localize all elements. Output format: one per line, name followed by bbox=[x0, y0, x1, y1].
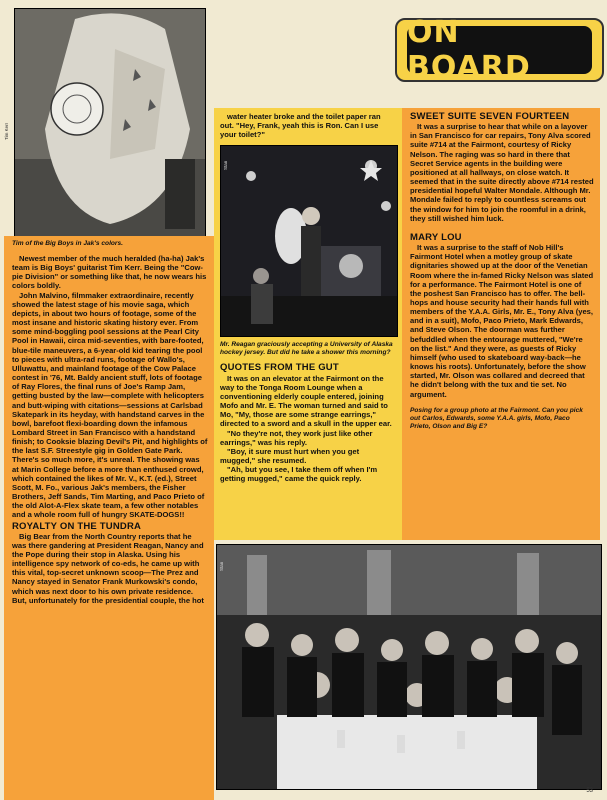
caption-tim: Tim of the Big Boys in Jak's colors. bbox=[12, 240, 124, 247]
paragraph: "Ah, but you see, I take them off when I'm getting mugged," came the quick reply. bbox=[220, 465, 378, 484]
photo-reagan bbox=[220, 145, 398, 337]
photo-group-art bbox=[217, 545, 601, 789]
paragraph: It was a surprise to the staff of Nob Hill's Fairmont Hotel when a motley group of skate dignitaries showed up at the door of the Venetian Room where the in-famed Ricky Nelson was slated for a performance. The Fairmont Hotel is one of the poshest San Francisco has to offer. The bell-hops and house security had their hands full with members of the Y.A.A. Girls, Mr. E., Tony Alva (yes, and in a suit), Mofo, Paco Prieto, Mark Edwards, and Steve Olson. The doorman was further befuddled when the entourage muttered, "We're on the list." And they were, as guests of Ricky himself (who used to skateboard way-back—he knows his roots). Unfortunately, before the show started, Mr. Olson was collared and decreed that he didn't belong with the tux and tie set. No argument. bbox=[410, 243, 594, 399]
column-2-top-text bbox=[220, 112, 396, 139]
paragraph: It was a surprise to hear that while on a layover in San Francisco for car repairs, Tony Alva scored suite #714 at the Fairmont, courtesy of Ricky Nelson. The raging was so hard in there that Secret Service agents in the building were positioned at all hallways, on close watch. It seemed that in the suite directly above #714 rested presidential hopeful Walter Mondale. Although Mr. Mondale failed to reply to countless screams out the window for him to join the roomful in a drink, they still wished him luck. bbox=[410, 122, 594, 223]
photo-tim-kerr bbox=[14, 8, 206, 238]
column-2-text bbox=[220, 363, 396, 483]
photo-reagan-art bbox=[221, 146, 397, 336]
column-2 bbox=[214, 108, 402, 540]
heading-quotes: QUOTES FROM THE GUT bbox=[220, 362, 339, 374]
paragraph: "No they're not, they work just like other earrings," was his reply. bbox=[220, 428, 373, 447]
column-1 bbox=[4, 236, 214, 800]
column-1-text bbox=[12, 254, 208, 605]
photo-credit-tim: Tim Kerr bbox=[4, 122, 9, 140]
paragraph: John Malvino, filmmaker extraordinaire, recently showed the latest stage of his movie saga, which depicts, in about two hours of footage, some of the most insane and historic skating history ever. From some mind-boggling pool sessions at the Pearl City Pool in Hawaii, circa mid-seventies, with bare-footed, blue-tile maneuvers, a 6-year-old kid tearing the pool to pieces with ultra-rad runs, footage of Wallo's, Ulluwattu, and mainland footage of the Cow Palace contest in '76, Mt. Baldy ancient stuff, lots of footage of Ray Flores, the final runs of Joe's Ramp Jam, getting busted by the law—complete with helicopters and butt-wiping with citations—sessions at Carlsbad Skatepark in its heyday, with handstand carves in the bowl, barefoot flexi-boarding down the infamous Lombard Street in San Francisco with a handstand finish; to Cooksie blazing Devil's Pit, and highlights of the last S.F. Streestyle gig in Golden Gate Park. There's so much more, it's unreal. The showing was at Marin College before a more than enthused crowd, which contained the likes of Mr. V., K.T. (ed.), Street Scott, M. Fo., various Jak's members, the Fisher Brothers, Jeff Sands, Tim Marting, and Paco Prieto of the old Alot-A-Flex skate team, a few other notables and a whole room full of hungry SKATE-DOGS!! bbox=[12, 290, 208, 520]
section-badge bbox=[395, 15, 604, 85]
column-3 bbox=[402, 108, 600, 540]
photo-group-fairmont bbox=[216, 544, 602, 790]
paragraph: Newest member of the much heralded (ha-ha) Jak's team is Big Boys' guitarist Tim Kerr. Being the "Cow-pie Division" or something like that, he now wears his colors boldly. bbox=[12, 254, 207, 291]
paragraph: Big Bear from the North Country reports that he was there gandering at President Reagan, Nancy and the Pope during their stop in Alaska. Using his intelligence spy network of co-eds, he came up with this vital, top-secret unknown scoop—The Prez and Nancy stayed in Senator Frank Murkowski's condo, which was next door to his own private residence. But, unfortunately for the presidential couple, the hot bbox=[12, 531, 204, 605]
column-3-text bbox=[410, 112, 594, 399]
photo-tim-art bbox=[15, 9, 205, 237]
heading-royalty: ROYALTY ON THE TUNDRA bbox=[12, 520, 142, 532]
heading-mary-lou: MARY LOU bbox=[410, 231, 462, 243]
caption-reagan: Mr. Reagan graciously accepting a University of Alaska hockey jersey. But did he take a shower this morning? bbox=[220, 341, 393, 357]
photo-credit-group: Stan bbox=[219, 561, 224, 571]
page-number: 53 bbox=[586, 788, 593, 794]
paragraph: It was on an elevator at the Fairmont on the way to the Tonga Room Lounge when a conventioning elderly couple entered, joining Mofo and Mr. E. The woman turned and said to Mo, "My, those are some strange earrings," directed to a sword and a skull in the upper ear. bbox=[220, 373, 392, 429]
heading-sweet-suite: SWEET SUITE SEVEN FOURTEEN bbox=[410, 111, 570, 122]
paragraph: water heater broke and the toilet paper ran out. "Hey, Frank, yeah this is Ron. Can I use your toilet?" bbox=[220, 112, 381, 140]
photo-credit-reagan: Stan bbox=[223, 161, 228, 171]
section-title: ON BOARD bbox=[407, 26, 592, 74]
caption-group: Posing for a group photo at the Fairmont. Can you pick out Carlos, Edwards, some Y.A.A. girls, Mofo, Paco Prieto, Olson and Big E? bbox=[410, 406, 583, 430]
paragraph: "Boy, it sure must hurt when you get mugged," she resumed. bbox=[220, 446, 360, 466]
